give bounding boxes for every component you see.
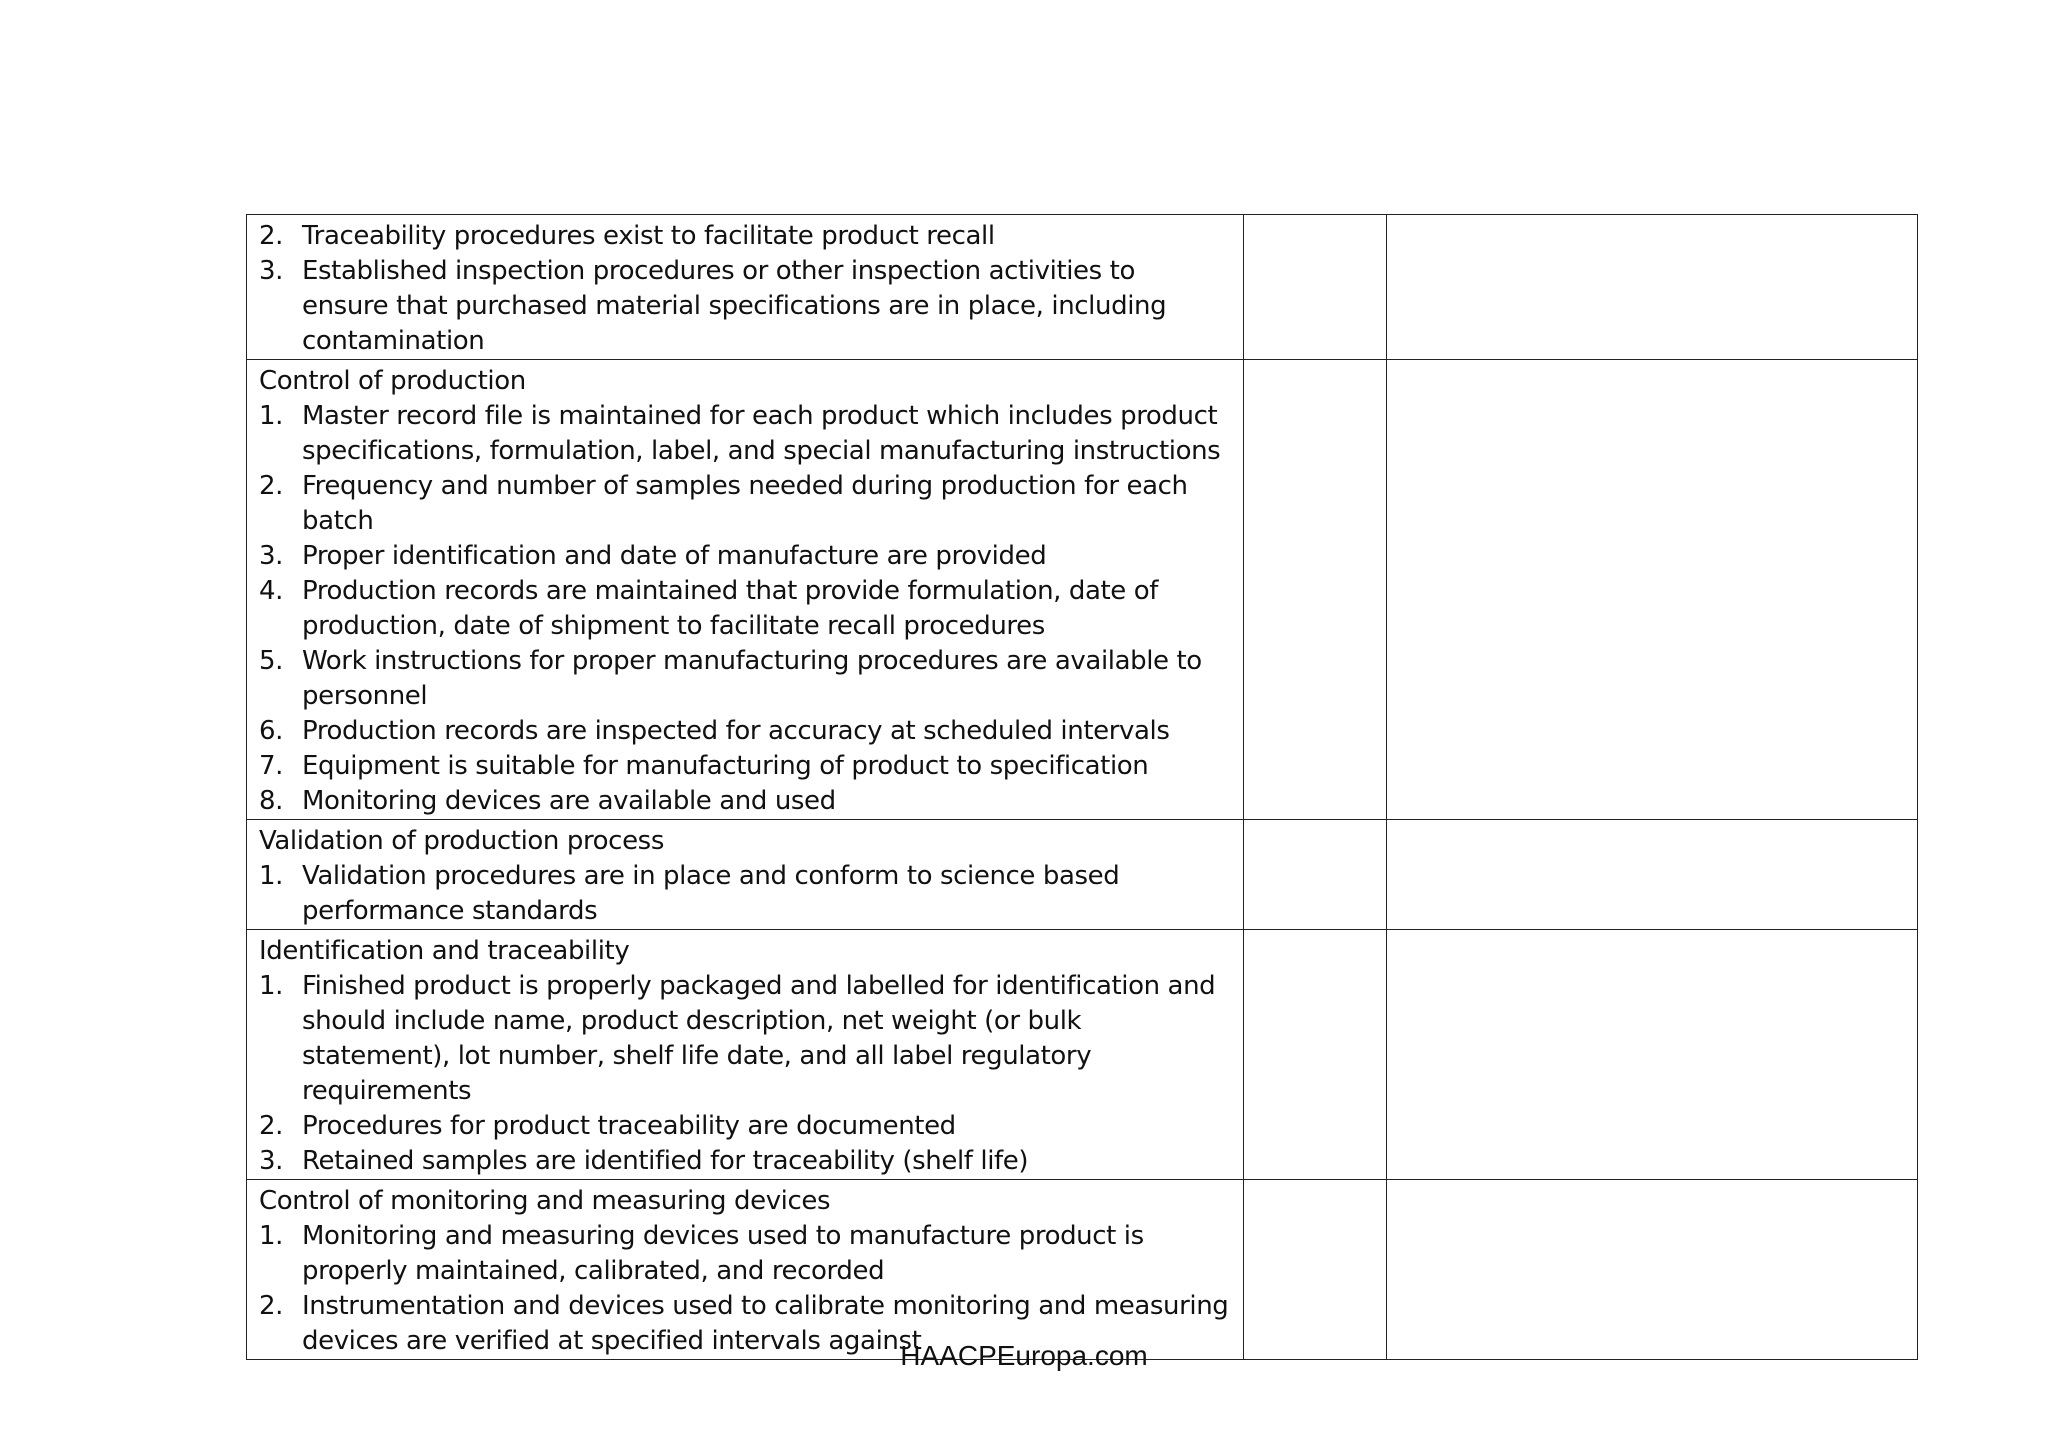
page-footer: HAACPEuropa.com — [900, 1340, 1148, 1371]
status-cell[interactable] — [1244, 1180, 1387, 1360]
comments-cell[interactable] — [1387, 1180, 1918, 1360]
status-cell[interactable] — [1244, 360, 1387, 820]
item-text: Frequency and number of samples needed during production for each batch — [302, 471, 1188, 536]
item-text: Monitoring and measuring devices used to manufacture product is properly maintained, calibrated, and recorded — [302, 1221, 1144, 1286]
checklist-table — [246, 214, 1918, 1360]
item-number: 3. — [259, 541, 284, 571]
item-text: Master record file is maintained for each product which includes product specifications, formulation, label, and special manufacturing instructions — [302, 401, 1221, 466]
table-row — [247, 215, 1918, 360]
item-number: 1. — [259, 1221, 284, 1251]
item-number: 3. — [259, 256, 284, 286]
comments-cell[interactable] — [1387, 215, 1918, 360]
item-text: Established inspection procedures or other inspection activities to ensure that purchased material specifications are in place, including contamination — [302, 256, 1167, 356]
status-cell[interactable] — [1244, 930, 1387, 1180]
requirement-cell — [247, 360, 1244, 820]
item-number: 3. — [259, 1146, 284, 1176]
comments-cell[interactable] — [1387, 820, 1918, 930]
list-item — [259, 219, 1229, 254]
item-number: 2. — [259, 471, 284, 501]
item-number: 1. — [259, 861, 284, 891]
item-text: Procedures for product traceability are documented — [302, 1111, 956, 1141]
section-title: Identification and traceability — [259, 936, 630, 966]
section-title: Control of production — [259, 366, 526, 396]
item-number: 8. — [259, 786, 284, 816]
list-item — [259, 749, 1229, 784]
item-number: 1. — [259, 971, 284, 1001]
status-cell[interactable] — [1244, 215, 1387, 360]
item-number: 5. — [259, 646, 284, 676]
list-item — [259, 714, 1229, 749]
table-row — [247, 820, 1918, 930]
table-row — [247, 360, 1918, 820]
list-item — [259, 859, 1229, 929]
table-row — [247, 1180, 1918, 1360]
item-number: 6. — [259, 716, 284, 746]
comments-cell[interactable] — [1387, 360, 1918, 820]
comments-cell[interactable] — [1387, 930, 1918, 1180]
item-number: 2. — [259, 1111, 284, 1141]
list-item — [259, 1144, 1229, 1179]
item-number: 2. — [259, 1291, 284, 1321]
item-text: Monitoring devices are available and used — [302, 786, 836, 816]
section-title: Control of monitoring and measuring devices — [259, 1186, 831, 1216]
list-item — [259, 399, 1229, 469]
list-item — [259, 574, 1229, 644]
list-item — [259, 539, 1229, 574]
status-cell[interactable] — [1244, 820, 1387, 930]
item-text: Finished product is properly packaged and labelled for identification and should include name, product description, net weight (or bulk statement), lot number, shelf life date, and all label regulatory requirements — [302, 971, 1216, 1106]
list-item — [259, 1219, 1229, 1289]
item-text: Validation procedures are in place and conform to science based performance standards — [302, 861, 1120, 926]
requirement-cell — [247, 1180, 1244, 1360]
item-text: Production records are inspected for accuracy at scheduled intervals — [302, 716, 1170, 746]
list-item — [259, 784, 1229, 819]
list-item — [259, 469, 1229, 539]
table-row — [247, 930, 1918, 1180]
item-number: 1. — [259, 401, 284, 431]
item-text: Production records are maintained that provide formulation, date of production, date of shipment to facilitate recall procedures — [302, 576, 1159, 641]
item-text: Work instructions for proper manufacturing procedures are available to personnel — [302, 646, 1202, 711]
section-title: Validation of production process — [259, 826, 664, 856]
item-text: Instrumentation and devices used to calibrate monitoring and measuring devices are verified at specified intervals against — [302, 1291, 1229, 1356]
requirement-cell — [247, 930, 1244, 1180]
item-text: Traceability procedures exist to facilitate product recall — [302, 221, 995, 251]
list-item — [259, 254, 1229, 359]
item-text: Equipment is suitable for manufacturing of product to specification — [302, 751, 1149, 781]
list-item — [259, 1109, 1229, 1144]
item-number: 4. — [259, 576, 284, 606]
item-number: 2. — [259, 221, 284, 251]
list-item — [259, 969, 1229, 1109]
item-number: 7. — [259, 751, 284, 781]
requirement-cell — [247, 820, 1244, 930]
requirement-cell — [247, 215, 1244, 360]
list-item — [259, 644, 1229, 714]
item-text: Proper identification and date of manufacture are provided — [302, 541, 1047, 571]
item-text: Retained samples are identified for traceability (shelf life) — [302, 1146, 1029, 1176]
